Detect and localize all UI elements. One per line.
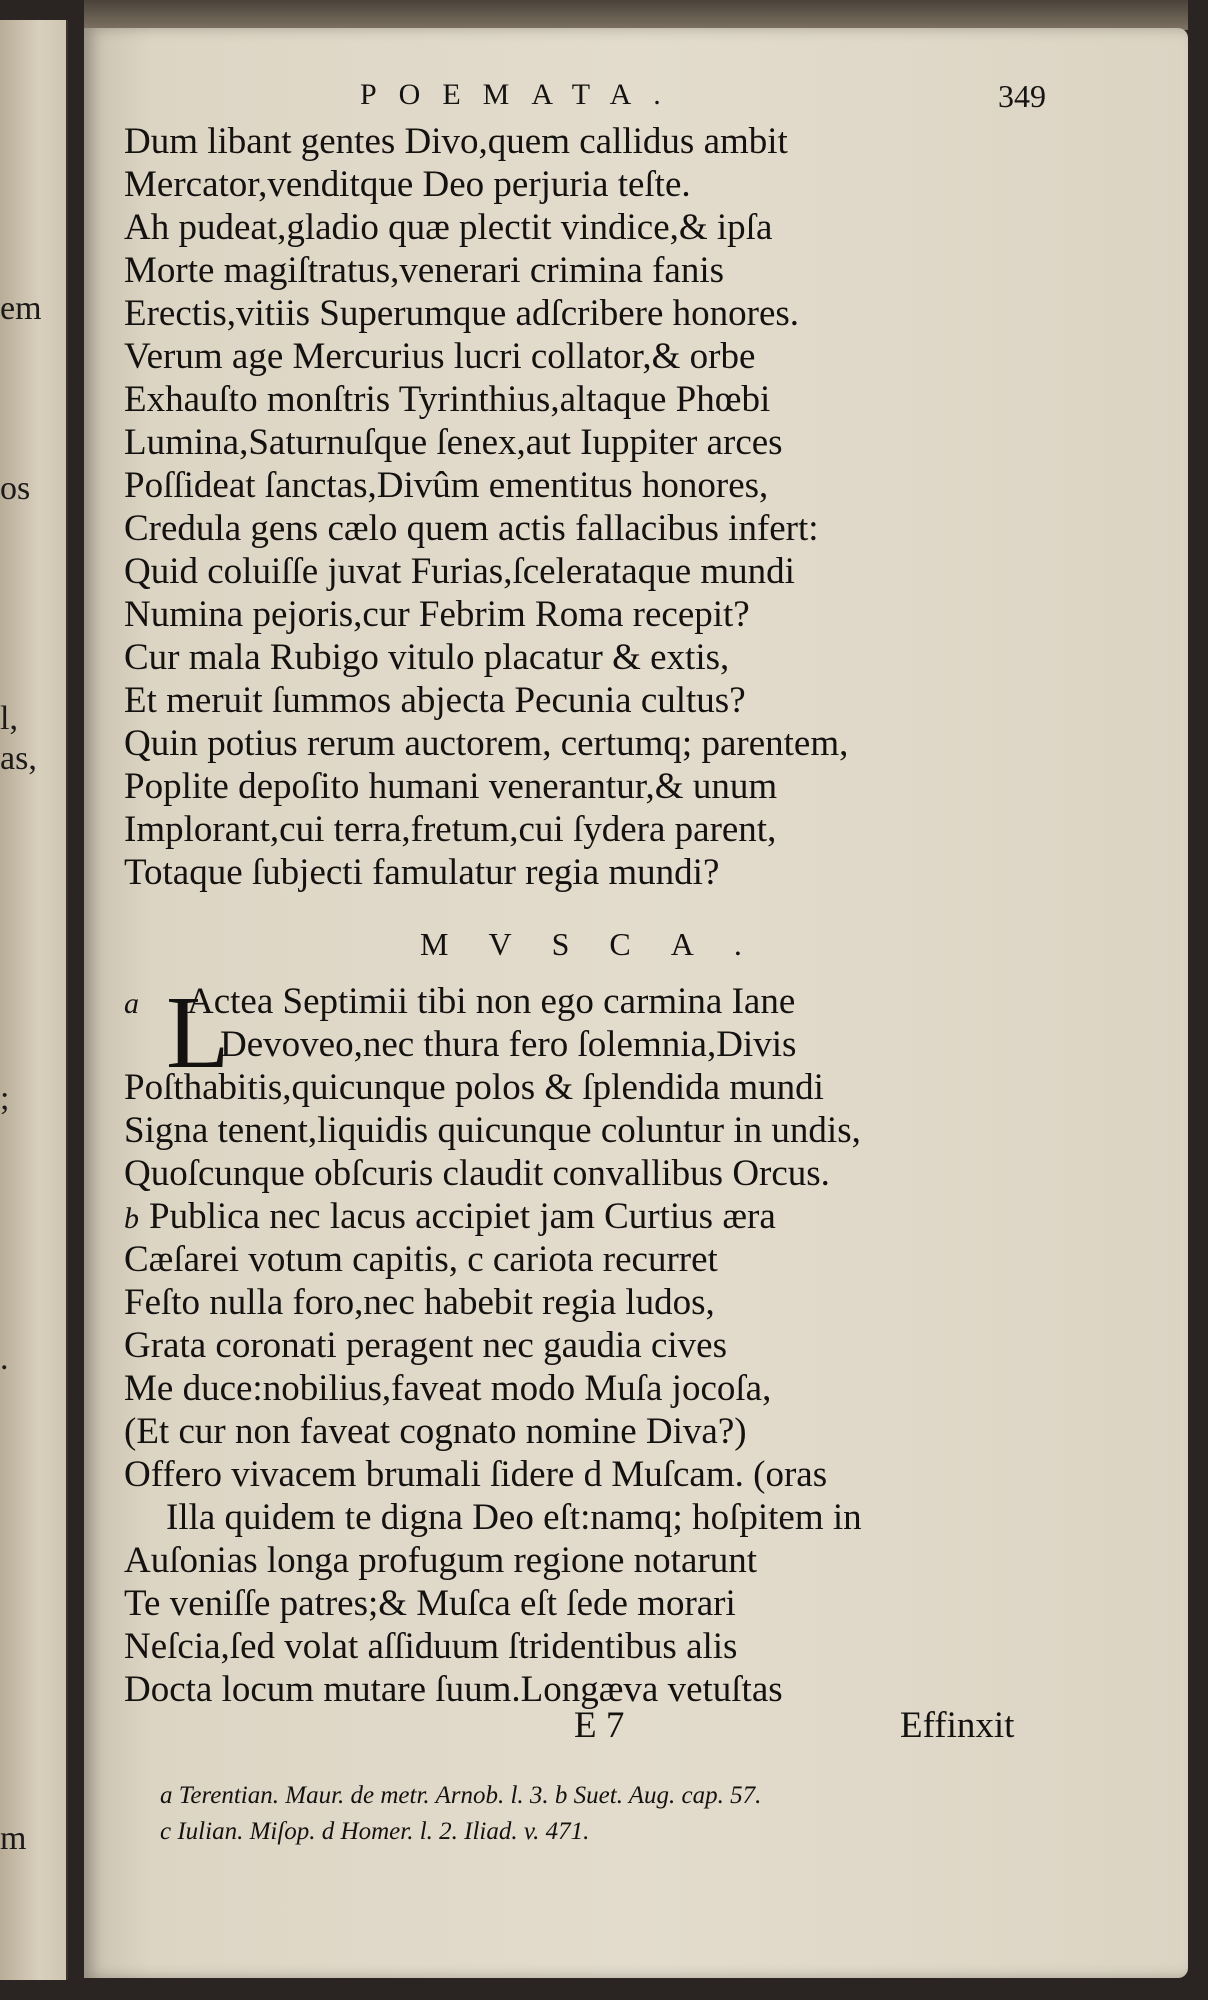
verse-line: Quid coluiſſe juvat Furias,ſcelerataque mundi xyxy=(124,551,795,592)
verse-text: (Et cur non faveat cognato nomine Diva?) xyxy=(124,1411,747,1452)
verse-text: Actea Septimii tibi non ego carmina Iane xyxy=(187,981,796,1022)
verse-line: Cur mala Rubigo vitulo placatur & extis, xyxy=(124,637,730,678)
verse-text: Publica nec lacus accipiet jam Curtius æra xyxy=(149,1196,776,1237)
verse-line: Poplite depoſito humani venerantur,& unum xyxy=(124,766,778,807)
verse-line xyxy=(124,1109,1084,1152)
facing-page-edge xyxy=(0,20,68,1980)
running-head: POEMATA. xyxy=(360,78,683,111)
verse-line xyxy=(124,1625,1084,1668)
verse-text: Offero vivacem brumali ſidere d Muſcam. (oras xyxy=(124,1454,828,1495)
verse-line: Verum age Mercurius lucri collator,& orbe xyxy=(124,336,756,377)
verse-line xyxy=(124,1453,1084,1496)
footnote-line: c Iulian. Miſop. d Homer. l. 2. Iliad. v. 471. xyxy=(160,1818,590,1845)
verse-line: Poſſideat ſanctas,Divûm ementitus honores, xyxy=(124,465,769,506)
facing-page-fragment: em xyxy=(0,290,42,327)
verse-line: Erectis,vitiis Superumque adſcribere honores. xyxy=(124,293,800,334)
note-marker: a xyxy=(124,987,139,1020)
catchword: Effinxit xyxy=(900,1705,1015,1746)
verse-line xyxy=(124,1367,1084,1410)
verse-line xyxy=(124,1066,1084,1109)
verse-line: Quin potius rerum auctorem, certumq; parentem, xyxy=(124,723,849,764)
verse-text: Cæſarei votum capitis, c cariota recurret xyxy=(124,1239,718,1280)
verse-line: Implorant,cui terra,fretum,cui ſydera parent, xyxy=(124,809,777,850)
verse-line xyxy=(124,1496,1084,1539)
verse-text: Illa quidem te digna Deo eſt:namq; hoſpitem in xyxy=(166,1497,862,1538)
verse-line xyxy=(124,1023,1084,1066)
verse-line: Totaque ſubjecti famulatur regia mundi? xyxy=(124,852,720,893)
verse-line: Et meruit ſummos abjecta Pecunia cultus? xyxy=(124,680,746,721)
verse-text: Poſthabitis,quicunque polos & ſplendida mundi xyxy=(124,1067,824,1108)
drop-cap: L xyxy=(166,975,230,1090)
verse-text: Me duce:nobilius,faveat modo Muſa jocoſa, xyxy=(124,1368,772,1409)
verse-line xyxy=(124,1195,1084,1238)
facing-page-fragment: . xyxy=(0,1340,9,1377)
footnotes xyxy=(160,1778,1060,1850)
verse-line xyxy=(124,1324,1084,1367)
book-edge xyxy=(84,0,1188,30)
verse-line xyxy=(124,980,1084,1023)
verse-line: Lumina,Saturnuſque ſenex,aut Iuppiter arces xyxy=(124,422,783,463)
verse-text: Devoveo,nec thura fero ſolemnia,Divis xyxy=(220,1024,797,1065)
verse-line: Ah pudeat,gladio quæ plectit vindice,& ipſa xyxy=(124,207,773,248)
verse-text: Docta locum mutare ſuum.Longæva vetuſtas xyxy=(124,1669,783,1710)
verse-line: Mercator,venditque Deo perjuria teſte. xyxy=(124,164,691,205)
facing-page-fragment: l, xyxy=(0,700,18,737)
signature-mark: E 7 xyxy=(574,1705,625,1746)
note-marker: b xyxy=(124,1202,139,1235)
verse-line: Exhauſto monſtris Tyrinthius,altaque Phœbi xyxy=(124,379,771,420)
verse-text: Quoſcunque obſcuris claudit convallibus Orcus. xyxy=(124,1153,830,1194)
verse-text: Auſonias longa profugum regione notarunt xyxy=(124,1540,757,1581)
facing-page-fragment: as, xyxy=(0,740,37,777)
verse-line xyxy=(124,1281,1084,1324)
facing-page-fragment: ; xyxy=(0,1080,10,1117)
verse-text: Signa tenent,liquidis quicunque coluntur in undis, xyxy=(124,1110,861,1151)
facing-page-fragment: m xyxy=(0,1820,27,1857)
verse-line: Credula gens cælo quem actis fallacibus infert: xyxy=(124,508,819,549)
page-number: 349 xyxy=(998,78,1046,114)
verse-text: Te veniſſe patres;& Muſca eſt ſede morari xyxy=(124,1583,736,1624)
verse-line: Morte magiſtratus,venerari crimina fanis xyxy=(124,250,725,291)
verse-line xyxy=(124,1539,1084,1582)
verse-line xyxy=(124,1410,1084,1453)
verse-line xyxy=(124,1152,1084,1195)
verse-line: Dum libant gentes Divo,quem callidus ambit xyxy=(124,121,788,162)
verse-line xyxy=(124,1238,1084,1281)
verse-line xyxy=(124,1582,1084,1625)
verse-text: Feſto nulla foro,nec habebit regia ludos, xyxy=(124,1282,715,1323)
verse-line: Numina pejoris,cur Febrim Roma recepit? xyxy=(124,594,750,635)
verse-block-musca xyxy=(124,975,1084,1711)
footnote-line: a Terentian. Maur. de metr. Arnob. l. 3. b Suet. Aug. cap. 57. xyxy=(160,1782,762,1809)
poem-title: MVSCA. xyxy=(420,926,782,962)
verse-block-top xyxy=(124,120,1084,894)
verse-text: Neſcia,ſed volat aſſiduum ſtridentibus alis xyxy=(124,1626,738,1667)
facing-page-fragment: os xyxy=(0,470,31,507)
verse-text: Grata coronati peragent nec gaudia cives xyxy=(124,1325,728,1366)
